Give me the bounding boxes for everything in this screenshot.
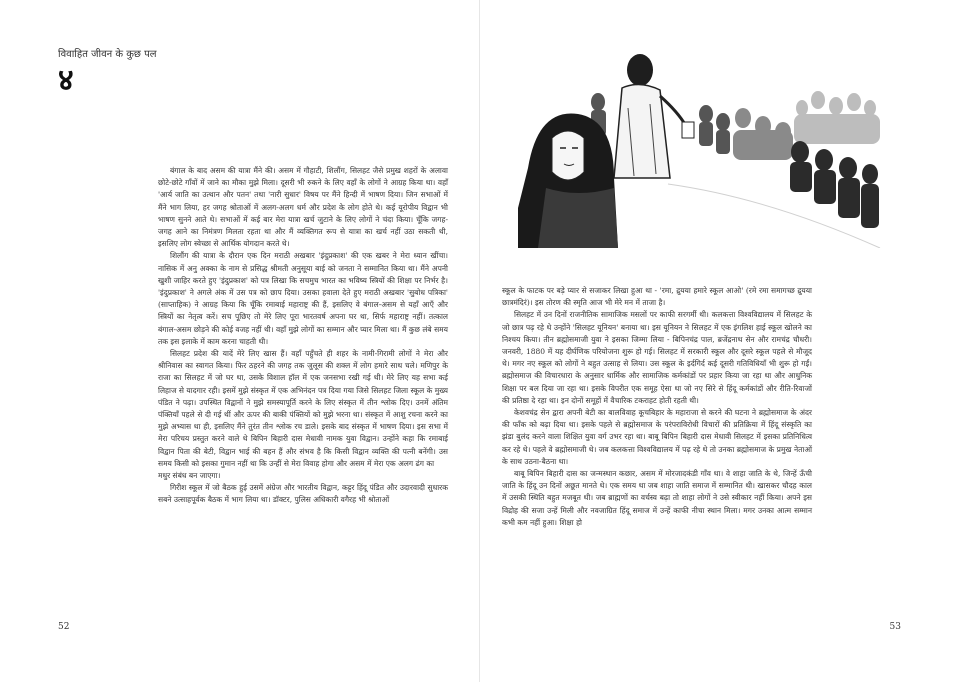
ink-illustration [518,48,883,248]
paragraph: बाबू बिपिन बिहारी दास का जन्मस्थान कछार, असम में मोरजादकंडी गाँव था। वे शाहा जाति के थे, जिन्हें ऊँची जाति के हिंदू उन दिनों अछूत मानते थे। एक समय था जब शाहा जाति समाज में सम्मानित थी। खासकर चौदह काल में उसकी स्थिति बहुत मजबूत थी। जब ब्राह्मणों का वर्चस्व बढ़ा तो शाहा लोगों ने उसे स्वीकार नहीं किया। अपने इस विद्रोह की सजा उन्हें मिली और नवजाग्रित हिंदू समाज में उन्हें काफी नीचा स्थान मिला। मगर उनका आत्म सम्मान कभी कम नहीं हुआ। शिक्षा हो [502,469,812,527]
paragraph: गिरीश स्कूल में जो बैठक हुई उसमें अंग्रेज और भारतीय विद्वान, कट्टर हिंदू पंडित और उदारवादी सुधारक सबने उत्साहपूर्वक बैठक में भाग लिया था। डॉक्टर, पुलिस अधिकारी वगैरह भी श्रोताओं [158,483,448,505]
chapter-number: ४ [58,63,74,98]
page-number-right: 53 [889,622,901,632]
paragraph: सिलहट प्रदेश की यादें मेरे लिए खास हैं। वहाँ पहुँचते ही शहर के नामी-गिरामी लोगों ने मेरा और श्रीनिवास का स्वागत किया। फिर ठहरने की जगह तक जुलूस की शक्ल में लोग हमारे साथ चले। मणिपुर के राजा का सिलहट में जो घर था, उसके विशाल हॉल में एक जनसभा रखी गई थी। मेरे लिए यह सभा कई लिहाज से यादगार रही। इसमें मुझे संस्कृत में एक अभिनंदन पत्र दिया गया जिसे सिलहट जिला स्कूल के मुख्य पंडित ने पढ़ा। उपस्थित विद्वानों ने मुझे समस्यापूर्ति करने के लिए संस्कृत में तीन श्लोक दिए। उनमें अंतिम पंक्तियाँ पहले से दी गई थीं और ऊपर की बाकी पंक्तियों को मुझे भरना था। संस्कृत में आशु रचना करने का मुझे अभ्यास था ही, इसलिए मैंने तुरंत तीन श्लोक रच डाले। इसके बाद संस्कृत में भाषण दिया। इस सभा में मेरा परिचय प्रस्तुत करने वाले थे बिपिन बिहारी दास मेधावी नामक युवा विद्वान। उन्होंने कहा कि रमाबाई विद्वान पिता की बेटी, विद्वान भाई की बहन हैं और संभव है कि किसी विद्वान व्यक्ति की पत्नी बनेंगी। उस समय किसी को इसका गुमान नहीं था कि उन्हीं से मेरा विवाह होगा और असम में मेरा एक अलग ढंग का [158,349,448,468]
paragraph: मधुर संबंध बन जाएगा। [158,471,221,481]
paragraph: केशवचंद्र सेन द्वारा अपनी बेटी का बालविवाह कूचबिहार के महाराजा से करने की घटना ने ब्रह्मोसमाज के अंदर की फाँक को बढ़ा दिया था। इसके पहले से ब्रह्मोसमाज के परंपराविरोधी विचारों की प्रतिक्रिया में हिंदू संस्कृति का झंडा बुलंद करने वाला शिक्षित युवा वर्ग उभर रहा था। बाबू बिपिन बिहारी दास मेधावी सिलहट में इसका प्रतिनिधित्व कर रहे थे। पहले वे ब्रह्मोसमाजी थे। जब कलकत्ता विश्वविद्यालय में पढ़ रहे थे तो उनका ब्रह्मोसमाज के प्रमुख नेताओं के साथ उठना-बैठना था। [502,408,812,466]
right-page [480,0,959,682]
right-body-text [502,285,812,529]
paragraph: बंगाल के बाद असम की यात्रा मैंने की। असम में गौहाटी, शिलौंग, सिलहट जैसे प्रमुख शहरों के अलावा छोटे-छोटे गाँवों में जाने का मौका मुझे मिला। दूसरी भी रुकने के लिए वहाँ के लोगों ने आग्रह किया था। वहाँ 'आर्य जाति का उत्थान और पतन' तथा 'नारी सुधार' विषय पर मैंने हिन्दी में भाषण दिया। जिन सभाओं में मैंने भाग लिया, हर जगह श्रोताओं में अलग-अलग धर्म और प्रदेश के लोग होते थे। कई यूरोपीय विद्वान भी भाषण सुनने आते थे। सभाओं में कई बार मेरा यात्रा खर्च जुटाने के लिए लोगों ने चंदा किया। चूँकि जगह-जगह आने का निमंत्रण मिलता रहता था और मैं व्यक्तिगत रूप से यात्रा का खर्च नहीं उठा सकती थी, इसलिए लोग स्वेच्छा से आर्थिक योगदान करते थे। [158,166,448,249]
left-body-text [158,165,448,507]
paragraph: शिलौंग की यात्रा के दौरान एक दिन मराठी अखबार 'इंदुप्रकाश' की एक खबर ने मेरा ध्यान खींचा। नासिक में अनु अक्का के नाम से प्रसिद्ध श्रीमती अनुसूया बाई को जनता ने सम्मानित किया था। मैंने अपनी खुशी जाहिर करते हुए 'इंदुप्रकाश' को पत्र लिखा कि सचमुच भारत का भविष्य स्त्रियों की शिक्षा पर निर्भर है। 'इंदुप्रकाश' ने अगले अंक में उस पत्र को छाप दिया। उसका हवाला देते हुए मराठी अखबार 'सुबोध पत्रिका' (साप्ताहिक) ने आग्रह किया कि चूँकि रमाबाई महाराष्ट्र की हैं, इसलिए वे बंगाल-असम से यहाँ आएँ और स्त्रियों का नेतृत्व करें। सच पूछिए तो मेरे लिए पूरा भारतवर्ष अपना घर था, सिर्फ महाराष्ट्र नहीं। तत्काल बंगाल-असम छोड़ने की कोई वजह नहीं थी। वहाँ मुझे लोगों का सम्मान और प्यार मिला था। मैं कुछ लंबे समय तक इस इलाके में काम करना चाहती थी। [158,251,448,346]
paragraph: सिलहट में उन दिनों राजनीतिक सामाजिक मसलों पर काफी सरगर्मी थी। कलकत्ता विश्वविद्यालय में सिलहट के जो छात्र पढ़ रहे थे उन्होंने 'सिलहट यूनियन' बनाया था। इस यूनियन ने सिलहट में एक इंगलिश हाई स्कूल खोलने का निश्चय किया। तीन ब्रह्मोसमाजी युवा ने इसका जिम्मा लिया - बिपिनचंद्र पाल, ब्रजेंद्रनाथ सेन और रामचंद्र चौधरी। जनवरी, 1880 में यह दीर्घणिक परियोजना शुरू हो गई। सिलहट में सरकारी स्कूल और दूसरे स्कूल पहले से मौजूद थे। मगर नए स्कूल को लोगों ने बहुत उत्साह से लिया। उस स्कूल के इर्दगिर्द कई दूसरी गतिविधियाँ भी शुरू हो गईं। ब्रह्मोसमाज की विचारधारा के अनुसार धार्मिक और सामाजिक कर्मकांडों पर प्रहार किया जा रहा था और आधुनिक शिक्षा पर बल दिया जा रहा था। इसके विपरीत एक समूह ऐसा था जो नए सिरे से हिंदू कर्मकांडों और रीति-रिवाजों की प्रतिष्ठा दे रहा था। इन दोनों समूहों में वैचारिक टकराहट होती रहती थी। [502,310,812,405]
page-number-left: 52 [58,622,70,632]
running-head: विवाहित जीवन के कुछ पल [58,49,157,60]
paragraph: स्कूल के फाटक पर बड़े प्यार से सजाकर लिखा हुआ था - 'रमा, द्रुयया हमारे स्कूल आओ' (रमे रमा समागच्छ द्रुयया छात्रमंदिरं)। इस तोरण की स्मृति आज भी मेरे मन में ताजा है। [502,286,812,308]
